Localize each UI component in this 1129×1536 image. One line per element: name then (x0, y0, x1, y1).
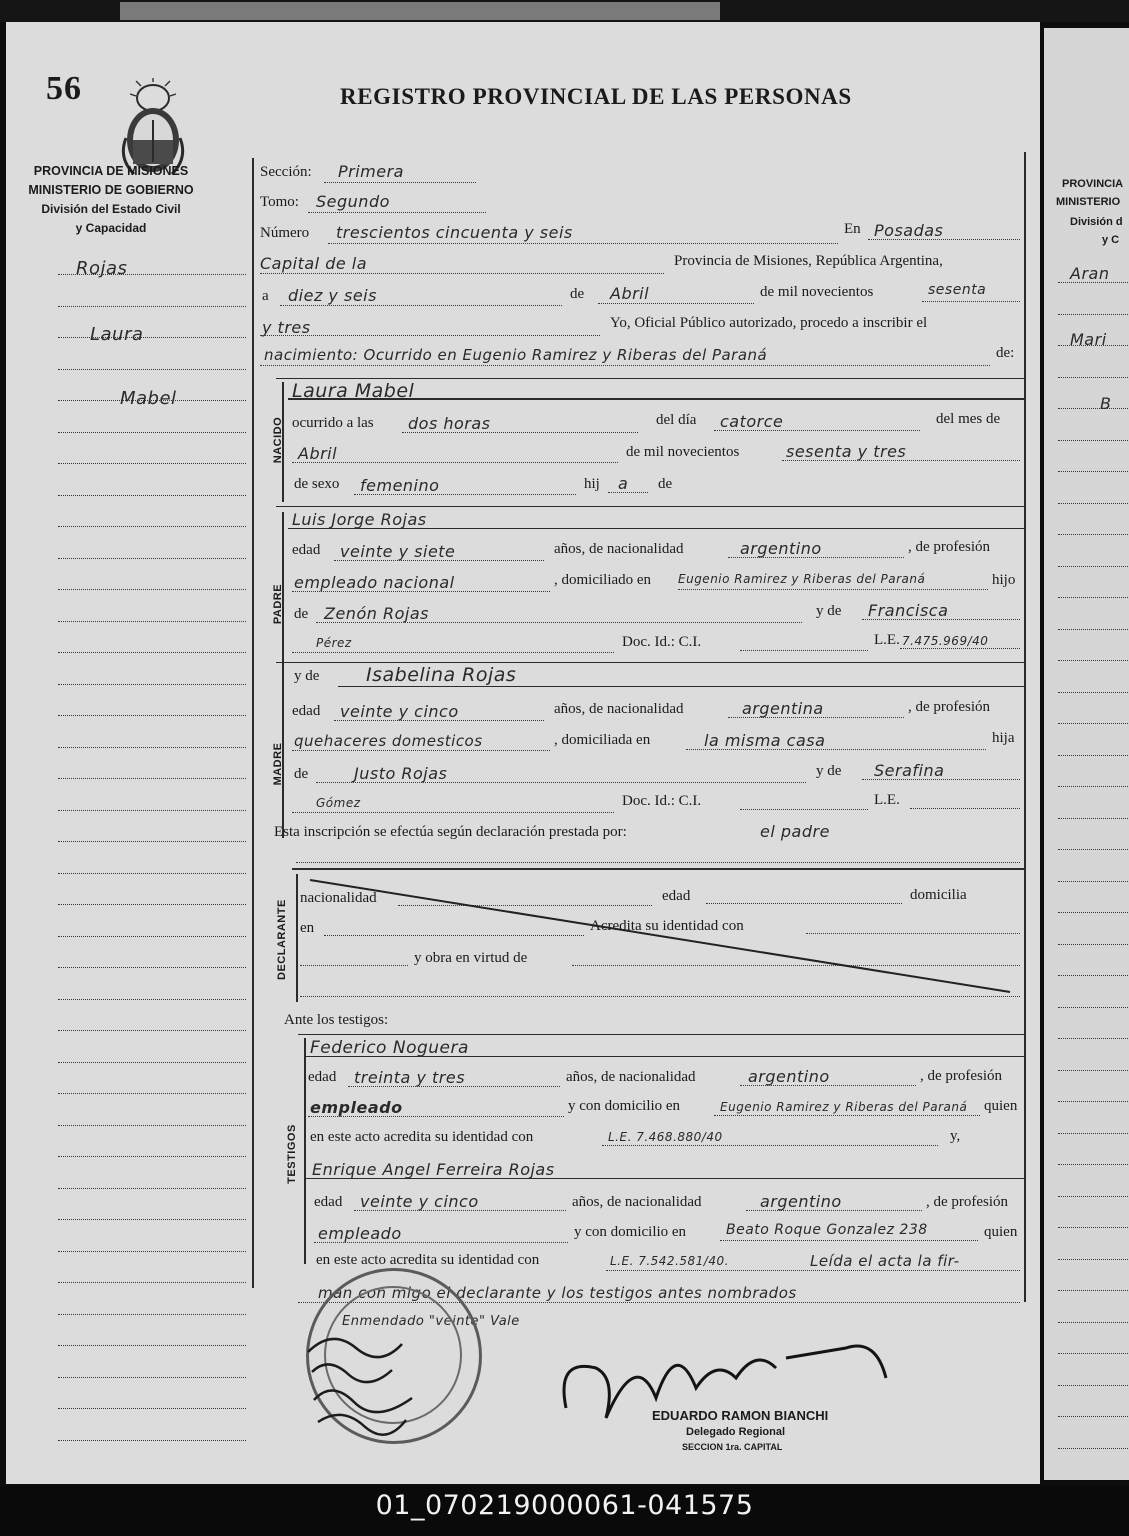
strike-out-line (306, 874, 1016, 996)
mother-doc-label: Doc. Id.: C.I. (622, 793, 702, 809)
nacido-name: Laura Mabel (292, 380, 415, 402)
adjacent-heading-2: MINISTERIO (1056, 196, 1121, 208)
en-label: En (844, 221, 861, 237)
mother-mother: Serafina (874, 761, 945, 780)
father-mother: Francisca (868, 601, 949, 620)
witness2-document: L.E. 7.542.581/40. (610, 1254, 729, 1268)
de-label: de (570, 286, 585, 302)
adjacent-page (1044, 28, 1129, 1480)
padre-side-label: PADRE (272, 583, 284, 625)
witness1-prof-label: , de profesión (920, 1068, 1003, 1084)
declaracion-by: el padre (760, 822, 830, 841)
madre-side-label: MADRE (272, 742, 284, 786)
mother-father: Justo Rojas (354, 764, 448, 783)
father-father: Zenón Rojas (324, 604, 429, 623)
a-label: a (262, 288, 269, 304)
mother-y-de2-label: y de (816, 763, 842, 779)
mother-le-label: L.E. (874, 792, 900, 808)
division-line: División del Estado Civil (41, 202, 181, 216)
scan-top-edge (0, 0, 1129, 22)
declaracion-text: Esta inscripción se efectúa según declaración prestada por: (274, 824, 627, 840)
witness2-prof-label: , de profesión (926, 1194, 1009, 1210)
father-de-label: de (294, 606, 309, 622)
mother-mother-surname: Gómez (316, 796, 361, 810)
witness2-profession: empleado (318, 1224, 402, 1243)
testigos-ante-label: Ante los testigos: (284, 1012, 389, 1028)
father-nationality: argentino (740, 539, 822, 558)
amendment-note: Enmendado "veinte" Vale (342, 1314, 520, 1329)
birth-mil-label: de mil novecientos (626, 444, 740, 460)
father-edad-label: edad (292, 542, 321, 558)
province-line: PROVINCIA DE MISIONES (33, 164, 189, 178)
declarante-edad-label: edad (662, 888, 691, 904)
birth-month: Abril (298, 444, 338, 463)
image-caption: 01_070219000061-041575 (375, 1490, 754, 1521)
mother-profession: quehaceres domesticos (294, 732, 483, 750)
mother-dom-label: , domiciliada en (554, 732, 651, 748)
read-signed-line-2: man con migo el declarante y los testigos antes nombrados (318, 1284, 797, 1302)
witness2-nac-label: años, de nacionalidad (572, 1194, 702, 1210)
issuing-authority (16, 162, 206, 238)
capacity-line: y Capacidad (75, 221, 147, 235)
read-signed-line-1: Leída el acta la fir- (810, 1252, 960, 1270)
register-title: REGISTRO PROVINCIAL DE LAS PERSONAS (340, 84, 852, 109)
father-age: veinte y siete (340, 542, 456, 561)
witness1-name: Federico Noguera (310, 1038, 469, 1058)
father-nac-label: años, de nacionalidad (554, 541, 684, 557)
nacido-side-label: NACIDO (272, 416, 284, 464)
mother-de-label: de (294, 766, 309, 782)
adjacent-heading-3: División d (1070, 216, 1123, 228)
de-colon-label: de: (996, 345, 1015, 361)
ministry-line: MINISTERIO DE GOBIERNO (28, 183, 194, 197)
capital-value: Capital de la (260, 254, 368, 273)
witness2-address: Beato Roque Gonzalez 238 (726, 1222, 928, 1238)
declarante-obra-label: y obra en virtud de (414, 950, 528, 966)
official-title: Delegado Regional (686, 1426, 786, 1438)
mother-nationality: argentina (742, 699, 824, 718)
witness-signatures-icon (302, 1322, 442, 1442)
mother-name: Isabelina Rojas (366, 664, 517, 686)
day-value: diez y seis (288, 286, 377, 305)
declarante-side-label: DECLARANTE (276, 899, 288, 980)
declarante-nac-label: nacionalidad (300, 890, 377, 906)
hij-label: hij (584, 476, 600, 492)
father-mother-surname: Pérez (316, 636, 352, 650)
seccion-value: Primera (338, 162, 404, 181)
witness2-edad-label: edad (314, 1194, 343, 1210)
witness1-y: y, (950, 1128, 961, 1144)
mother-nac-label: años, de nacionalidad (554, 701, 684, 717)
birth-day: catorce (720, 412, 784, 431)
father-address: Eugenio Ramirez y Riberas del Paraná (678, 572, 926, 586)
father-y-de-label: y de (816, 603, 842, 619)
witness1-address: Eugenio Ramirez y Riberas del Paraná (720, 1100, 968, 1114)
oficial-text: Yo, Oficial Público autorizado, procedo a inscribir el (610, 315, 928, 331)
seccion-label: Sección: (260, 164, 312, 180)
tomo-value: Segundo (316, 192, 390, 211)
right-border (1024, 152, 1026, 1302)
page-number: 56 (46, 70, 82, 107)
numero-value: trescientos cincuenta y seis (336, 223, 573, 242)
column-divider (252, 158, 254, 1288)
witness1-nac-label: años, de nacionalidad (566, 1069, 696, 1085)
father-le-value: 7.475.969/40 (902, 634, 989, 648)
mother-edad-label: edad (292, 703, 321, 719)
margin-first-name: Laura (90, 324, 144, 345)
witness2-quien: quien (984, 1224, 1018, 1240)
father-doc-label: Doc. Id.: C.I. (622, 634, 702, 650)
witness2-name: Enrique Angel Ferreira Rojas (312, 1160, 555, 1179)
witness2-dom-label: y con domicilio en (574, 1224, 687, 1240)
tomo-label: Tomo: (260, 194, 299, 210)
adjacent-name-3: B (1100, 394, 1112, 413)
father-prof-label: , de profesión (908, 539, 991, 555)
witness2-acredita-label: en este acto acredita su identidad con (316, 1252, 540, 1268)
mother-y-de-label: y de (294, 668, 320, 684)
declarante-acredita-label: Acredita su identidad con (590, 918, 744, 934)
year-value-2: y tres (262, 318, 311, 337)
witness1-acredita-label: en este acto acredita su identidad con (310, 1129, 534, 1145)
witness1-nationality: argentino (748, 1067, 830, 1086)
ocurrido-label: ocurrido a las (292, 415, 374, 431)
register-page (6, 22, 1040, 1484)
witness2-age: veinte y cinco (360, 1192, 479, 1211)
father-dom-label: , domiciliado en (554, 572, 652, 588)
numero-label: Número (260, 225, 310, 241)
birth-year: sesenta y tres (786, 442, 907, 461)
del-dia-label: del día (656, 412, 697, 428)
adjacent-heading-4: y C (1102, 234, 1120, 246)
witness1-quien: quien (984, 1098, 1018, 1114)
hij-suffix: a (618, 474, 629, 493)
month-value: Abril (610, 284, 650, 303)
witness1-dom-label: y con domicilio en (568, 1098, 681, 1114)
witness1-age: treinta y tres (354, 1068, 466, 1087)
official-section: SECCION 1ra. CAPITAL (682, 1442, 783, 1452)
hij-de-label: de (658, 476, 673, 492)
adjacent-heading-1: PROVINCIA (1062, 178, 1124, 190)
witness2-nationality: argentino (760, 1192, 842, 1211)
adjacent-name-1: Aran (1070, 264, 1110, 283)
father-name: Luis Jorge Rojas (292, 510, 427, 529)
del-mes-label: del mes de (936, 411, 1001, 427)
testigos-side-label: TESTIGOS (286, 1124, 298, 1184)
declarante-dom-label: domicilia (910, 887, 967, 903)
mother-hija-label: hija (992, 730, 1015, 746)
birth-hour: dos horas (408, 414, 491, 433)
act-value: nacimiento: Ocurrido en Eugenio Ramirez y Riberas del Paraná (264, 346, 768, 364)
father-hijo-label: hijo (992, 572, 1016, 588)
city-value: Posadas (874, 221, 944, 240)
margin-middle-name: Mabel (120, 388, 177, 409)
official-name: EDUARDO RAMON BIANCHI (652, 1408, 829, 1423)
mother-age: veinte y cinco (340, 702, 459, 721)
father-le-label: L.E. (874, 632, 900, 648)
sexo-label: de sexo (294, 476, 340, 492)
witness1-document: L.E. 7.468.880/40 (608, 1130, 723, 1144)
adjacent-name-2: Mari (1070, 330, 1107, 349)
witness1-edad-label: edad (308, 1069, 337, 1085)
father-profession: empleado nacional (294, 573, 455, 592)
province-text: Provincia de Misiones, República Argentina, (674, 253, 943, 269)
declarante-en-label: en (300, 920, 315, 936)
mil-label: de mil novecientos (760, 284, 874, 300)
sexo-value: femenino (360, 476, 440, 495)
year-value-1: sesenta (928, 282, 987, 298)
margin-surname: Rojas (76, 258, 128, 279)
mother-address: la misma casa (704, 731, 826, 750)
mother-prof-label: , de profesión (908, 699, 991, 715)
witness1-profession: empleado (310, 1098, 403, 1117)
